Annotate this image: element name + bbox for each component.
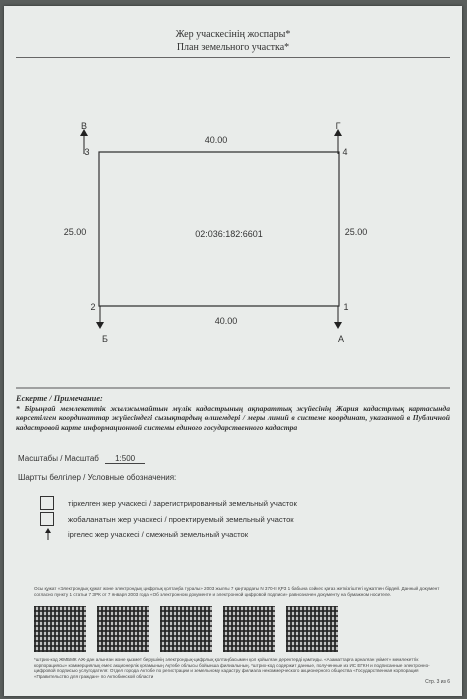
dimension-bottom: 40.00 bbox=[214, 316, 238, 326]
point-letter-v: В bbox=[80, 121, 88, 131]
dimension-left: 25.00 bbox=[63, 227, 87, 237]
barcode-1 bbox=[34, 606, 86, 652]
legend-title: Шартты белгілер / Условные обозначения: bbox=[18, 473, 177, 482]
scale-value: 1:500 bbox=[105, 454, 145, 464]
registered-plot-icon bbox=[40, 496, 54, 510]
notes-heading: Ескерте / Примечание: bbox=[16, 394, 103, 403]
point-number-2: 2 bbox=[90, 302, 96, 312]
scale-label: Масштабы / Масштаб bbox=[18, 454, 99, 463]
arrow-icon bbox=[96, 306, 104, 329]
point-letter-b: Б bbox=[102, 334, 108, 344]
barcode-4 bbox=[223, 606, 275, 652]
point-letter-a: А bbox=[337, 334, 345, 344]
dimension-right: 25.00 bbox=[344, 227, 368, 237]
legend-item-label: тіркелген жер учаскесі / зарегистрированный земельный участок bbox=[68, 499, 297, 508]
projected-plot-icon bbox=[40, 512, 54, 526]
barcode-2 bbox=[97, 606, 149, 652]
barcode-notice: *штрих-код ЖМБМК АЖ-дан алынған және қызмет берушінің электрондық-цифрлық қолтаңбасымен қол қойылған деректерді қамтиды. «Азаматтарға арналған үкімет» мемлекеттік корпорациясы» коммерциялық емес акционерлік қоғамының Ақтөбе облысы бойынша филиалының. *штрих-код содержит данные, полученные из ИС ЕГКН и подписанные электронно-цифровой подписью услугодателя: Отдел города Актобе по регистрации и земельному кадастру филиала некоммерческого акционерного общества «Государственная корпорация «Правительство для граждан» по Актюбинской области bbox=[34, 657, 430, 679]
notes-body: * Бірыңғай мемлекеттік жылжымайтын мүлік кадастрының ақпараттық жүйесінің Жария кадастрлық картасында көрсетілген координаттар жүйесіндегі сызықтардың өлшемдері / меры линий в системе координат, указанной в Публичной кадастровой карте информационной системы единого государственного кадастра bbox=[16, 403, 450, 432]
scale-row bbox=[18, 454, 145, 464]
barcode-3 bbox=[160, 606, 212, 652]
land-plot-plan bbox=[4, 6, 462, 396]
up-arrow-icon bbox=[44, 528, 52, 540]
notes-section bbox=[16, 394, 450, 432]
legend-item-label: іргелес жер учаскесі / смежный земельный участок bbox=[68, 530, 249, 539]
cadastral-number: 02:036:182:6601 bbox=[195, 229, 263, 239]
plan-title-ru: План земельного участка* bbox=[176, 42, 290, 53]
legend-item-label: жобаланатын жер учаскесі / проектируемый земельный участок bbox=[68, 515, 294, 524]
arrow-icon bbox=[334, 306, 342, 329]
point-letter-g: Г bbox=[335, 121, 341, 131]
barcode-5 bbox=[286, 606, 338, 652]
arrow-icon bbox=[334, 129, 342, 154]
point-number-3: 3 bbox=[84, 147, 90, 157]
page-number: Стр. 3 из 6 bbox=[425, 679, 450, 685]
document-page bbox=[4, 6, 462, 696]
point-number-4: 4 bbox=[342, 147, 348, 157]
plan-title-kz: Жер учаскесінің жоспары* bbox=[175, 29, 291, 40]
legal-notice: Осы құжат «Электрондық құжат және электрондық цифрлық қолтаңба туралы» 2003 жылғы 7 қаңтардағы N 370-II ҚРЗ 1 бабына сәйкес қағаз жеткізгіштегі құжатпен бірдей. Данный документ согласно пункту 1 статьи 7 ЗРК от 7 января 2003 года «Об электронном документе и электронной цифровой подписи» равнозначен документу на бумажном носителе. bbox=[34, 586, 440, 597]
point-number-1: 1 bbox=[343, 302, 349, 312]
dimension-top: 40.00 bbox=[204, 135, 228, 145]
